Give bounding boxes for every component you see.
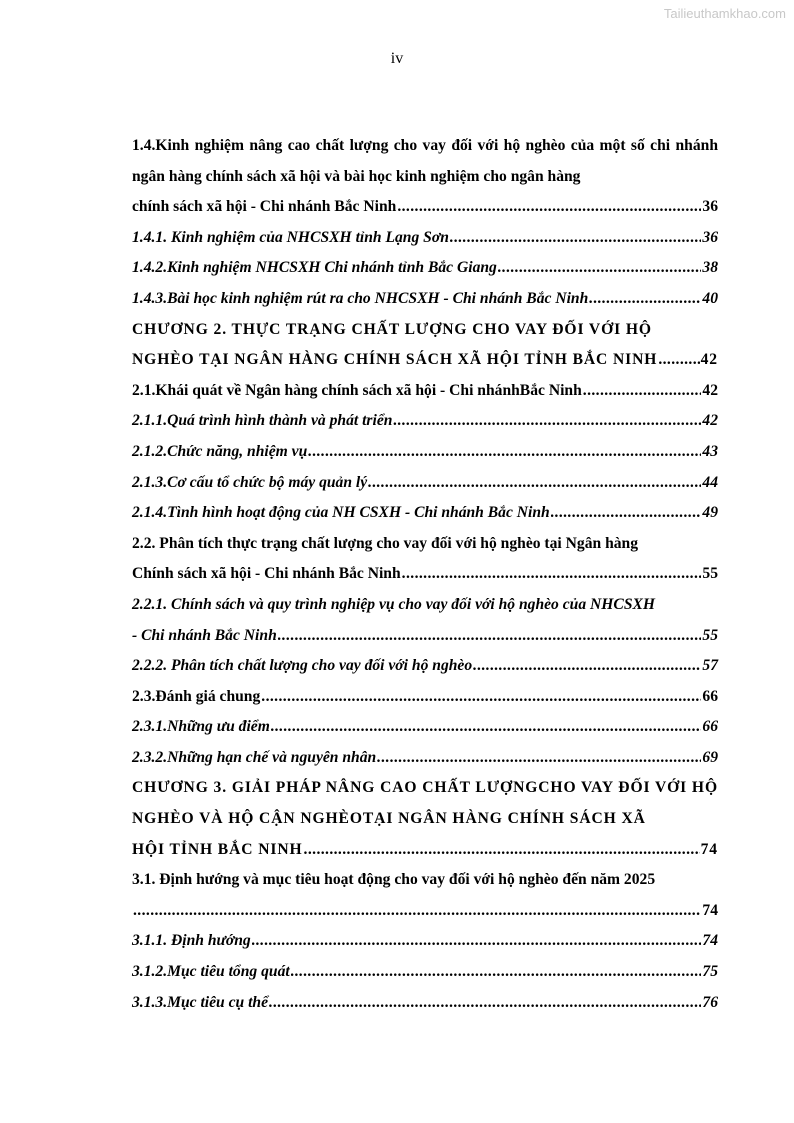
toc-page-number: 74 [702,901,718,919]
dot-leader [498,253,702,284]
toc-page-number: 43 [702,442,718,460]
toc-entry-title: 2.1.4.Tình hình hoạt động của NH CSXH - Chi nhánh Bắc Ninh [132,504,550,522]
toc-entry-head: CHƯƠNG 2. THỰC TRẠNG CHẤT LƯỢNG CHO VAY ĐỐI VỚI HỘ [132,320,652,338]
toc-page-number: 36 [702,198,718,216]
toc-entry-head: 3.1. Định hướng và mục tiêu hoạt động cho vay đối với hộ nghèo đến năm 2025 [132,871,656,889]
toc-entry-title: 3.1.2.Mục tiêu tổng quát [132,963,290,981]
toc-entry-2-2-1[interactable] [132,590,718,651]
dot-leader [133,896,701,927]
toc-page-number: 75 [702,963,718,981]
toc-entry-title: NGHÈO TẠI NGÂN HÀNG CHÍNH SÁCH XÃ HỘI TỈNH BẮC NINH [132,351,658,369]
toc-entry-title: HỘI TỈNH BẮC NINH [132,840,303,858]
dot-leader [377,743,701,774]
toc-entry-3-1-1[interactable] [132,926,718,957]
toc-entry-1-4-3[interactable] [132,284,718,315]
toc-entry-2-1[interactable] [132,376,718,407]
toc-entry-3-1[interactable] [132,865,718,926]
dot-leader [269,988,701,1019]
toc-entry-title: 2.1.1.Quá trình hình thành và phát triển [132,412,393,430]
toc-entry-2-2-2[interactable] [132,651,718,682]
toc-entry-chapter-2[interactable] [132,315,718,376]
dot-leader [271,712,702,743]
toc-page-number: 44 [702,473,718,491]
toc-entry-title: 2.1.2.Chức năng, nhiệm vụ [132,442,308,460]
toc-page-number: 66 [702,687,718,705]
toc-entry-3-1-3[interactable] [132,988,718,1019]
toc-page-number: 55 [702,565,718,583]
dot-leader [583,376,702,407]
toc-entry-2-1-4[interactable] [132,498,718,529]
toc-entry-2-1-2[interactable] [132,437,718,468]
toc-entry-head: CHƯƠNG 3. GIẢI PHÁP NÂNG CAO CHẤT LƯỢNGCHO VAY ĐỐI VỚI HỘ NGHÈO VÀ HỘ CẬN NGHÈOTẠI NGÂN HÀNG CHÍNH SÁCH XÃ [132,779,718,828]
toc-entry-title: 2.2.2. Phân tích chất lượng cho vay đối với hộ nghèo [132,657,473,675]
toc-entry-chapter-3[interactable] [132,773,718,865]
dot-leader [278,621,702,652]
watermark-text: Tailieuthamkhao.com [663,6,786,21]
toc-page-number: 49 [702,504,718,522]
toc-entry-title: 1.4.3.Bài học kinh nghiệm rút ra cho NHCSXH - Chi nhánh Bắc Ninh [132,289,589,307]
dot-leader [551,498,702,529]
toc-entry-title: 2.3.Đánh giá chung [132,687,261,705]
toc-entry-head: 2.2.1. Chính sách và quy trình nghiệp vụ cho vay đối với hộ nghèo của NHCSXH [132,595,656,613]
dot-leader [368,468,701,499]
dot-leader [393,406,701,437]
toc-entry-head: 1.4.Kinh nghiệm nâng cao chất lượng cho vay đối với hộ nghèo của một số chi nhánh ngân hàng chính sách xã hội và bài học kinh nghiệm cho ngân hàng [132,137,718,185]
toc-entry-title: 3.1.1. Định hướng [132,932,251,950]
toc-page-number: 69 [702,748,718,766]
dot-leader [304,835,700,866]
dot-leader [252,926,702,957]
toc-page-number: 40 [702,289,718,307]
dot-leader [473,651,701,682]
toc-page-number: 36 [702,228,718,246]
dot-leader [402,559,702,590]
dot-leader [658,345,699,376]
toc-page-number: 38 [702,259,718,277]
dot-leader [589,284,701,315]
toc-page-number: 42 [700,351,718,369]
toc-entry-title: 2.3.1.Những ưu điểm [132,718,270,736]
toc-entry-2-1-1[interactable] [132,406,718,437]
toc-entry-title: 2.3.2.Những hạn chế và nguyên nhân [132,748,377,766]
toc-entry-3-1-2[interactable] [132,957,718,988]
table-of-contents [132,131,718,1018]
toc-page-number: 76 [702,993,718,1011]
toc-page-number: 42 [702,381,718,399]
toc-entry-head: 2.2. Phân tích thực trạng chất lượng cho vay đối với hộ nghèo tại Ngân hàng [132,534,639,552]
toc-entry-title: 2.1.Khái quát về Ngân hàng chính sách xã hội - Chi nhánhBắc Ninh [132,381,582,399]
toc-entry-2-3-1[interactable] [132,712,718,743]
toc-entry-title: 3.1.3.Mục tiêu cụ thể [132,993,269,1011]
toc-entry-title: 1.4.2.Kinh nghiệm NHCSXH Chi nhánh tỉnh Bắc Giang [132,259,497,277]
dot-leader [308,437,701,468]
toc-entry-2-3-2[interactable] [132,743,718,774]
toc-page-number: 55 [702,626,718,644]
toc-page-number: 66 [702,718,718,736]
toc-entry-1-4-2[interactable] [132,253,718,284]
toc-page-number: 57 [702,657,718,675]
toc-entry-2-1-3[interactable] [132,468,718,499]
toc-entry-1-4-1[interactable] [132,223,718,254]
toc-entry-2-3[interactable] [132,682,718,713]
toc-entry-title: - Chi nhánh Bắc Ninh [132,626,277,644]
toc-entry-1-4[interactable] [132,131,718,223]
toc-entry-title: 2.1.3.Cơ cấu tổ chức bộ máy quản lý [132,473,368,491]
toc-entry-title: 1.4.1. Kinh nghiệm của NHCSXH tỉnh Lạng Sơn [132,228,449,246]
page-number: iv [390,50,404,67]
toc-page-number: 74 [700,840,718,858]
dot-leader [291,957,702,988]
dot-leader [450,223,702,254]
toc-page-number: 74 [702,932,718,950]
toc-entry-title: Chính sách xã hội - Chi nhánh Bắc Ninh [132,565,401,583]
toc-entry-title: chính sách xã hội - Chi nhánh Bắc Ninh [132,198,397,216]
dot-leader [397,192,701,223]
toc-page-number: 42 [702,412,718,430]
dot-leader [261,682,701,713]
toc-entry-2-2[interactable] [132,529,718,590]
